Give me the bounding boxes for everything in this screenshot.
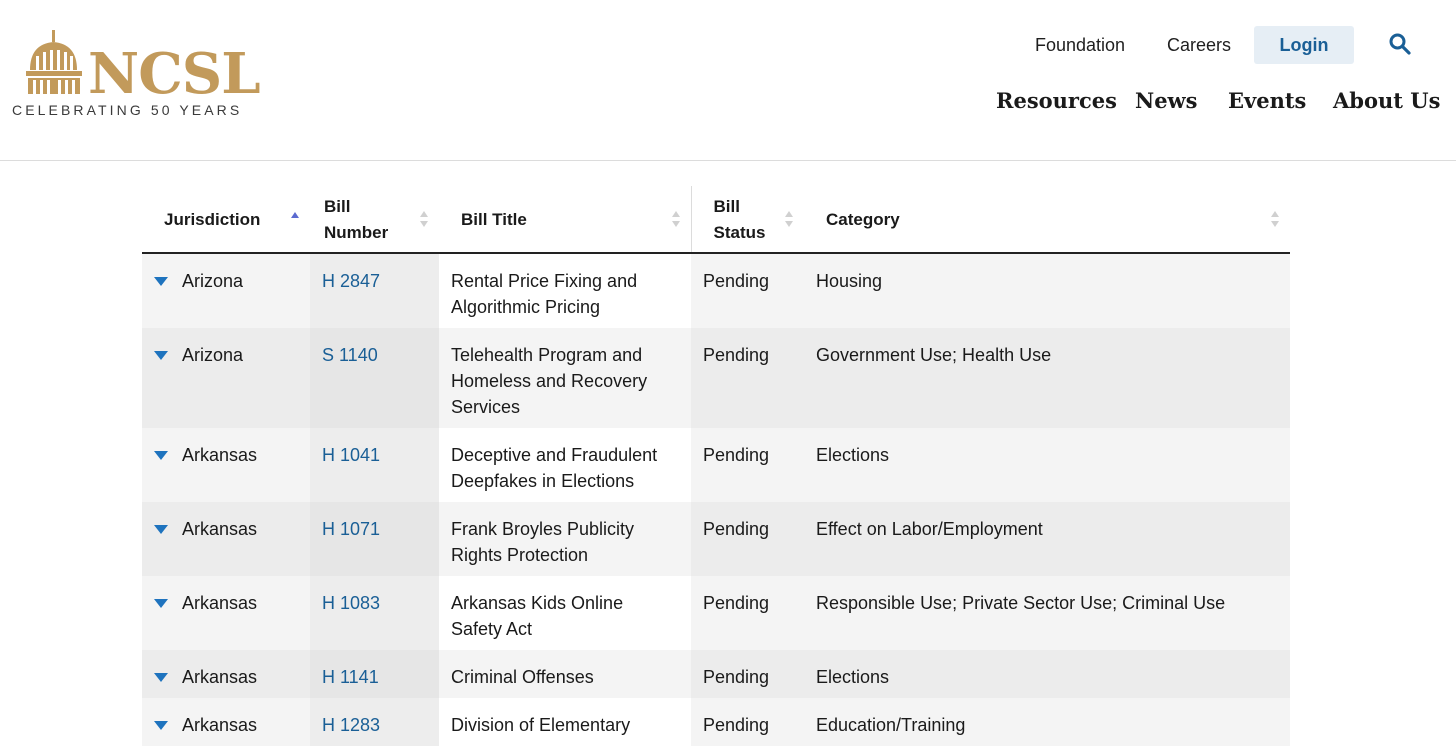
expand-row-icon[interactable] [154,525,168,534]
bill-number-link[interactable]: H 1083 [322,593,381,613]
column-header-label: Category [826,210,900,229]
sort-unsorted-icon [1270,209,1280,229]
bill-number-cell [310,698,439,746]
nav-resources[interactable]: Resources [996,88,1117,113]
bill-status-cell: Pending [691,502,804,576]
column-header-label: Bill Number [324,197,389,242]
column-header-bill-title[interactable] [439,186,691,253]
category-cell: Elections [804,650,1290,698]
expand-row-icon[interactable] [154,673,168,682]
bill-number-cell [310,650,439,698]
jurisdiction-text: Arkansas [182,715,258,735]
jurisdiction-cell [142,576,310,650]
bill-title-cell: Division of Elementary [439,698,691,746]
jurisdiction-cell [142,328,310,428]
bill-number-link[interactable]: H 1041 [322,445,381,465]
bill-number-cell [310,253,439,328]
nav-about-us[interactable]: About Us [1333,88,1441,113]
sort-unsorted-icon [784,209,794,229]
category-cell: Housing [804,253,1290,328]
jurisdiction-cell [142,698,310,746]
bill-number-link[interactable]: S 1140 [322,345,378,365]
bill-status-cell: Pending [691,650,804,698]
category-cell: Responsible Use; Private Sector Use; Criminal Use [804,576,1290,650]
category-cell: Education/Training [804,698,1290,746]
jurisdiction-text: Arkansas [182,519,258,539]
bill-number-cell [310,502,439,576]
bill-title-cell: Arkansas Kids Online Safety Act [439,576,691,650]
ncsl-logo[interactable] [10,30,260,122]
sort-unsorted-icon [419,209,429,229]
jurisdiction-cell [142,253,310,328]
bill-number-cell [310,576,439,650]
site-header [0,0,1456,161]
bill-title-cell: Criminal Offenses [439,650,691,698]
jurisdiction-text: Arkansas [182,667,258,687]
bill-status-cell: Pending [691,428,804,502]
sort-ascending-icon [290,209,300,229]
column-header-label: Jurisdiction [164,210,261,229]
column-header-bill-status[interactable] [691,186,804,253]
jurisdiction-text: Arizona [182,345,244,365]
jurisdiction-text: Arkansas [182,445,258,465]
bill-status-cell: Pending [691,698,804,746]
bill-status-cell: Pending [691,253,804,328]
bill-number-cell [310,328,439,428]
bill-title-cell: Telehealth Program and Homeless and Recovery Services [439,328,691,428]
careers-link[interactable]: Careers [1167,35,1232,55]
expand-row-icon[interactable] [154,451,168,460]
search-icon[interactable] [1388,32,1412,56]
bills-table-container [142,186,1290,746]
expand-row-icon[interactable] [154,277,168,286]
logo-tagline: CELEBRATING 50 YEARS [12,102,243,118]
jurisdiction-text: Arizona [182,271,244,291]
bill-number-link[interactable]: H 2847 [322,271,381,291]
bills-table [142,186,1290,746]
table-row [142,698,1290,746]
table-row [142,502,1290,576]
category-cell: Elections [804,428,1290,502]
bill-number-link[interactable]: H 1071 [322,519,381,539]
login-button[interactable]: Login [1254,26,1354,64]
bill-number-link[interactable]: H 1141 [322,667,379,687]
bill-number-cell [310,428,439,502]
table-row [142,650,1290,698]
expand-row-icon[interactable] [154,721,168,730]
table-row [142,576,1290,650]
bill-title-cell: Frank Broyles Publicity Rights Protection [439,502,691,576]
jurisdiction-cell [142,502,310,576]
bill-status-cell: Pending [691,576,804,650]
expand-row-icon[interactable] [154,351,168,360]
column-header-jurisdiction[interactable] [142,186,310,253]
bill-number-link[interactable]: H 1283 [322,715,381,735]
foundation-link[interactable]: Foundation [1035,35,1126,55]
expand-row-icon[interactable] [154,599,168,608]
logo-wordmark: NCSL [88,41,260,107]
nav-events[interactable]: Events [1228,88,1307,113]
table-row [142,328,1290,428]
capitol-dome-icon [22,30,86,94]
category-cell: Effect on Labor/Employment [804,502,1290,576]
table-row [142,253,1290,328]
jurisdiction-cell [142,428,310,502]
column-header-label: Bill Status [713,197,766,242]
category-cell: Government Use; Health Use [804,328,1290,428]
nav-news[interactable]: News [1135,88,1198,113]
column-header-label: Bill Title [461,210,527,229]
jurisdiction-text: Arkansas [182,593,258,613]
table-row [142,428,1290,502]
bill-title-cell: Deceptive and Fraudulent Deepfakes in Elections [439,428,691,502]
bill-status-cell: Pending [691,328,804,428]
column-header-bill-number[interactable] [310,186,439,253]
jurisdiction-cell [142,650,310,698]
column-header-category[interactable] [804,186,1290,253]
sort-unsorted-icon [671,209,681,229]
bill-title-cell: Rental Price Fixing and Algorithmic Pricing [439,253,691,328]
